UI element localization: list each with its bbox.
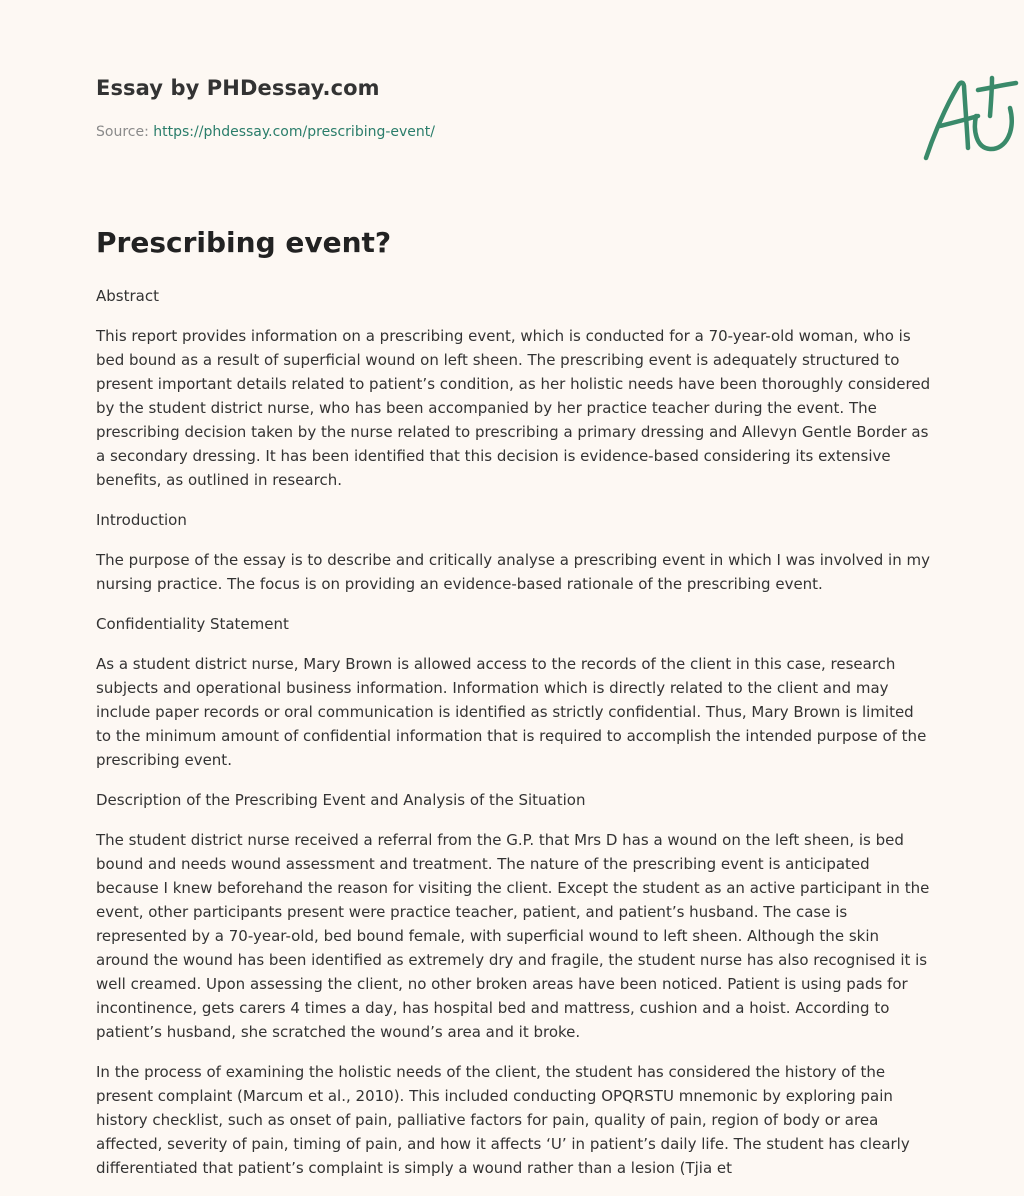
paragraph: This report provides information on a prescribing event, which is conducted for a 70-year-old woman, who is bed bound as a result of superficial wound on left sheen. The prescribing event is adequately structured to present important details related to patient’s condition, as her holistic needs have been thoroughly considered by the student district nurse, who has been accompanied by her practice teacher during the event. The prescribing decision taken by the nurse related to prescribing a primary dressing and Allevyn Gentle Border as a secondary dressing. It has been identified that this decision is evidence-based considering its extensive benefits, as outlined in research. [96,327,931,489]
section-heading-description: Description of the Prescribing Event and Analysis of the Situation [96,791,586,809]
site-title: Essay by PHDessay.com [96,76,380,100]
paragraph: The purpose of the essay is to describe and critically analyse a prescribing event in which I was involved in my nursing practice. The focus is on providing an evidence-based rationale of the prescribing event. [96,551,930,593]
essay-body [96,284,932,1196]
a-plus-logo-icon [918,68,1024,166]
essay-title: Prescribing event? [96,226,392,259]
section-heading-introduction: Introduction [96,511,187,529]
section-heading-abstract: Abstract [96,287,159,305]
paragraph: As a student district nurse, Mary Brown is allowed access to the records of the client in this case, research subjects and operational business information. Information which is directly related to the client and may include paper records or oral communication is identified as strictly confidential. Thus, Mary Brown is limited to the minimum amount of confidential information that is required to accomplish the intended purpose of the prescribing event. [96,655,927,769]
section-heading-confidentiality: Confidentiality Statement [96,615,289,633]
paragraph: The student district nurse received a referral from the G.P. that Mrs D has a wound on the left sheen, is bed bound and needs wound assessment and treatment. The nature of the prescribing event is anticipated because I knew beforehand the reason for visiting the client. Except the student as an active participant in the event, other participants present were practice teacher, patient, and patient’s husband. The case is represented by a 70-year-old, bed bound female, with superficial wound to left sheen. Although the skin around the wound has been identified as extremely dry and fragile, the student nurse has also recognised it is well creamed. Upon assessing the client, no other broken areas have been noticed. Patient is using pads for incontinence, gets carers 4 times a day, has hospital bed and mattress, cushion and a hoist. According to patient’s husband, she scratched the wound’s area and it broke. [96,831,930,1041]
source-label: Source: [96,124,149,140]
source-line [96,124,435,140]
paragraph: In the process of examining the holistic needs of the client, the student has considered the history of the present complaint (Marcum et al., 2010). This included conducting OPQRSTU mnemonic by exploring pain history checklist, such as onset of pain, palliative factors for pain, quality of pain, region of body or area affected, severity of pain, timing of pain, and how it affects ‘U’ in patient’s daily life. The student has clearly differentiated that patient’s complaint is simply a wound rather than a lesion (Tjia et [96,1063,910,1177]
source-link[interactable]: https://phdessay.com/prescribing-event/ [153,124,435,140]
